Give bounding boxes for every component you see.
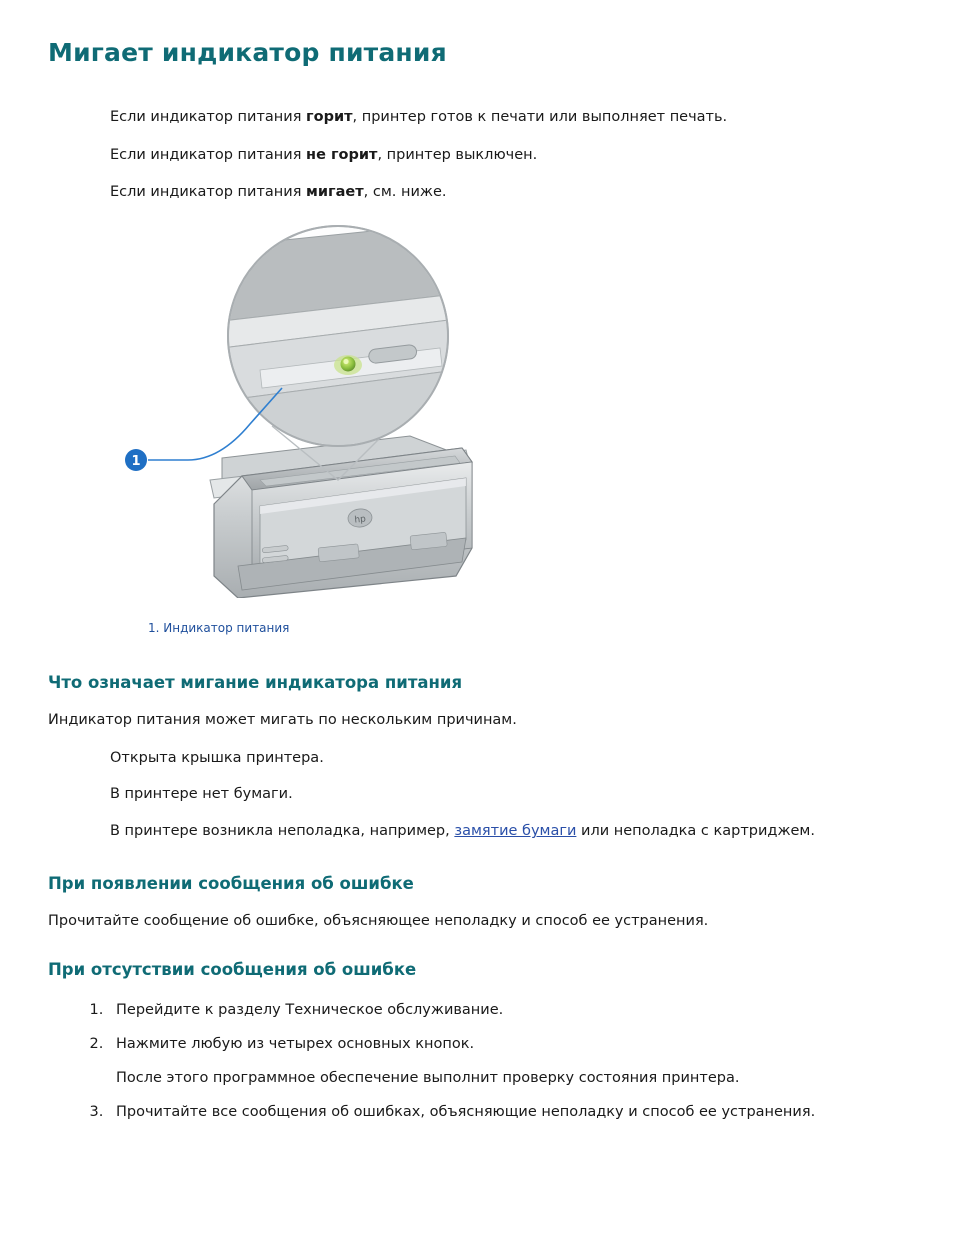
- meaning-bullet-1: Открыта крышка принтера.: [110, 750, 324, 766]
- paper-jam-link[interactable]: замятие бумаги: [454, 823, 577, 839]
- intro-2-post: , принтер выключен.: [377, 147, 538, 163]
- meaning-lead: Индикатор питания может мигать по нескольким причинам.: [48, 712, 517, 728]
- step-item-2: [108, 1034, 815, 1088]
- step-3-text: 3. Прочитайте все сообщения об ошибках, объясняющие неполадку и способ ее устранения.: [116, 1104, 816, 1120]
- meaning-bullet-3-pre: В принтере возникла неполадка, например,: [110, 823, 455, 839]
- step-item-1: [108, 1000, 815, 1020]
- meaning-bullet-3-post: или неполадка с картриджем.: [576, 823, 815, 839]
- figure-caption: 1. Индикатор питания: [148, 621, 290, 635]
- page-title: Мигает индикатор питания: [48, 38, 447, 67]
- intro-3-post: , см. ниже.: [363, 184, 447, 200]
- intro-2-pre: Если индикатор питания: [110, 147, 307, 163]
- step-2-subtext: После этого программное обеспечение выполнит проверку состояния принтера.: [116, 1070, 740, 1086]
- no-error-steps-list: [78, 1000, 815, 1136]
- step-item-3: [108, 1102, 815, 1122]
- callout-number: 1: [131, 454, 141, 469]
- step-2-text: 2. Нажмите любую из четырех основных кнопок.: [116, 1036, 475, 1052]
- intro-1-post: , принтер готов к печати или выполняет печать.: [352, 109, 728, 125]
- heading-error-message: При появлении сообщения об ошибке: [48, 874, 414, 893]
- error-message-body: Прочитайте сообщение об ошибке, объясняющее неполадку и способ ее устранения.: [48, 913, 709, 929]
- intro-1-pre: Если индикатор питания: [110, 109, 307, 125]
- meaning-bullet-3: [110, 821, 815, 841]
- heading-what-blinking-means: Что означает мигание индикатора питания: [48, 673, 463, 692]
- intro-3-bold: мигает: [306, 184, 364, 200]
- intro-3-pre: Если индикатор питания: [110, 184, 307, 200]
- meaning-bullet-2: В принтере нет бумаги.: [110, 786, 293, 802]
- heading-no-error-message: При отсутствии сообщения об ошибке: [48, 960, 417, 979]
- svg-text:hp: hp: [354, 514, 367, 526]
- intro-paragraph-1: [110, 107, 727, 127]
- intro-paragraph-3: [110, 182, 447, 202]
- intro-2-bold: не горит: [306, 147, 378, 163]
- intro-paragraph-2: [110, 145, 537, 165]
- printer-illustration: [110, 218, 530, 598]
- step-1-text: 1. Перейдите к разделу Техническое обслуживание.: [116, 1002, 504, 1018]
- intro-1-bold: горит: [306, 109, 353, 125]
